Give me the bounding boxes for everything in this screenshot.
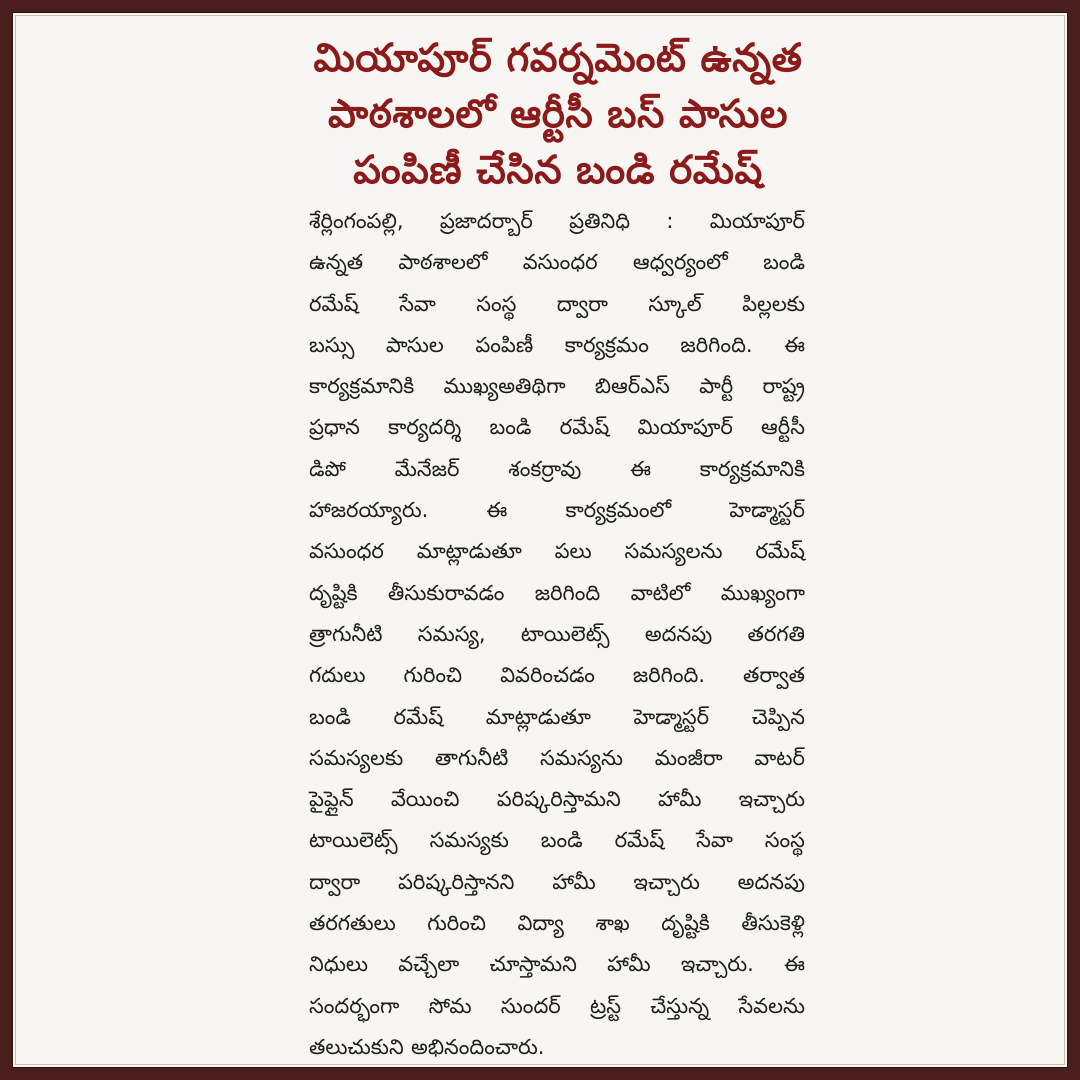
- article-word: ఆధ్వర్యంలో: [632, 250, 728, 275]
- article-word: తరగతి: [747, 621, 805, 646]
- article-word: తరగతులు: [309, 911, 396, 936]
- article-word: ఈ: [630, 456, 651, 481]
- article-word: సోమ: [428, 993, 472, 1018]
- article-word: త్రాగునీటి: [309, 621, 383, 646]
- article-line: [309, 779, 805, 820]
- article-word: మియాపూర్: [709, 209, 805, 233]
- article-line: [309, 573, 805, 614]
- article-word: తాగునీటి: [434, 745, 509, 770]
- article-line: [309, 986, 805, 1027]
- article-word: నిధులు: [309, 952, 368, 977]
- article-word: వాటిలో: [630, 580, 691, 605]
- article-word: ప్రజాదర్బార్: [439, 209, 533, 233]
- article-word: రమేష్: [614, 828, 665, 853]
- article-word: హాజరయ్యారు.: [309, 498, 429, 523]
- article-word: కార్యక్రమానికి: [309, 374, 415, 399]
- article-line: [309, 449, 805, 490]
- article-word: కార్యక్రమం: [564, 332, 649, 357]
- article-line: [309, 944, 805, 985]
- article-word: పలు: [554, 539, 592, 564]
- article-word: ఈ: [784, 952, 805, 977]
- article-word: ప్రతినిధి: [569, 209, 631, 233]
- article-word: ఈ: [486, 498, 508, 523]
- article-body: [309, 201, 805, 1068]
- article-word: వసుంధర: [522, 250, 598, 275]
- article-word: సేవా: [696, 828, 733, 853]
- article-word: ఆర్టీసీ: [761, 415, 805, 440]
- article-word: ఇచ్చారు.: [680, 952, 754, 977]
- article-word: పాఠశాలలో: [398, 250, 488, 275]
- article-word: శేర్లింగంపల్లి,: [309, 209, 404, 233]
- article-word: సమస్యకు: [429, 828, 509, 853]
- article-word: కార్యదర్శి: [388, 415, 462, 440]
- article-word: కార్యక్రమంలో: [565, 498, 672, 523]
- article-word: హెడ్మాస్టర్: [729, 498, 805, 523]
- article-line: [309, 820, 805, 861]
- article-word: వసుంధర: [309, 539, 384, 564]
- article-word: :: [666, 209, 674, 233]
- article-line: [309, 1027, 805, 1068]
- headline-line: పంపిణీ చేసిన బండి రమేష్: [353, 148, 763, 193]
- article-word: సమస్యలను: [624, 539, 723, 564]
- article-word: తర్వాత: [743, 663, 805, 688]
- article-word: సమస్యలకు: [309, 745, 404, 770]
- article-word: రమేష్: [309, 291, 359, 316]
- article-line: [309, 697, 805, 738]
- article-word: టాయిలెట్స్: [309, 828, 398, 853]
- article-word: టాయిలెట్స్: [520, 621, 610, 646]
- article-word: బస్సు: [309, 332, 355, 357]
- article-word: డిపో: [309, 456, 346, 481]
- article-word: పరిష్కరిస్తానని: [397, 869, 515, 894]
- newspaper-clipping: [12, 12, 1068, 1068]
- article-word: సంస్థ: [476, 291, 517, 316]
- article-word: శాఖ: [595, 911, 630, 936]
- article-word: తలుచుకుని: [309, 1034, 404, 1059]
- article-line: [309, 407, 805, 448]
- article-word: మంజీరా: [654, 745, 723, 770]
- article-word: ఈ: [784, 332, 805, 357]
- article-word: విద్యా: [517, 911, 564, 936]
- article-word: బండి: [540, 828, 583, 853]
- article-word: రమేష్: [559, 415, 610, 440]
- article-word: ముఖ్యఅతిథిగా: [443, 374, 566, 399]
- article-word: బండి: [489, 415, 532, 440]
- article-word: సమస్య,: [417, 621, 486, 646]
- article-word: రాష్ట్ర: [762, 374, 805, 399]
- article-word: జరిగింది.: [680, 332, 753, 357]
- article-word: బండి: [309, 704, 351, 729]
- article-word: రమేష్: [755, 539, 805, 564]
- article-word: ఇచ్చారు: [738, 787, 805, 812]
- article-word: దృష్టికి: [309, 580, 358, 605]
- article-word: స్కూల్: [648, 291, 702, 316]
- article-word: సేవా: [399, 291, 436, 316]
- article-word: జరిగింది.: [632, 663, 706, 688]
- article-word: మాట్లాడుతూ: [416, 539, 522, 564]
- article-line: [309, 738, 805, 779]
- article-word: తీసుకురావడం: [387, 580, 505, 605]
- article-word: వేయించి: [390, 787, 460, 812]
- article-word: మియాపూర్: [637, 415, 733, 440]
- article-word: రమేష్: [393, 704, 444, 729]
- article-word: ట్రస్ట్: [589, 993, 621, 1018]
- article-word: పైప్లైన్: [309, 787, 354, 812]
- article-word: హామీ: [657, 787, 702, 812]
- article-word: చేస్తున్న: [650, 993, 710, 1018]
- article-line: [309, 201, 805, 242]
- headline-line: పాఠశాలలో ఆర్టీసీ బస్ పాసుల: [327, 92, 789, 137]
- article-word: హామీ: [552, 869, 596, 894]
- article-word: దృష్టికి: [661, 911, 710, 936]
- article-word: జరిగింది: [534, 580, 601, 605]
- article-word: గురించి: [427, 911, 486, 936]
- article-line: [309, 655, 805, 696]
- article-line: [309, 490, 805, 531]
- article-line: [309, 366, 805, 407]
- article-word: సమస్యను: [539, 745, 624, 770]
- article-word: ద్వారా: [556, 291, 608, 316]
- article-word: అదనపు: [737, 869, 805, 894]
- article-word: గురించి: [403, 663, 463, 688]
- article-word: పాసుల: [385, 332, 444, 357]
- article-word: చూస్తామని: [489, 952, 577, 977]
- article-line: [309, 325, 805, 366]
- article-line: [309, 903, 805, 944]
- article-word: తీసుకెళ్లి: [741, 911, 805, 936]
- article-word: బండి: [763, 250, 805, 275]
- article-word: పంపిణీ: [475, 332, 534, 357]
- article-word: వివరించడం: [500, 663, 595, 688]
- article-word: సంస్థ: [764, 828, 805, 853]
- article-word: కార్యక్రమానికి: [699, 456, 805, 481]
- article-word: ప్రధాన: [309, 415, 360, 440]
- article-word: సేవలను: [738, 993, 805, 1018]
- article-word: అభినందించారు.: [411, 1034, 545, 1059]
- article-word: ఇచ్చారు: [633, 869, 700, 894]
- article-word: సుందర్: [500, 993, 561, 1018]
- article-word: పిల్లలకు: [742, 291, 805, 316]
- article-word: ఉన్నత: [309, 250, 364, 275]
- article-word: గదులు: [309, 663, 366, 688]
- article-word: ద్వారా: [309, 869, 361, 894]
- article-word: మాట్లాడుతూ: [485, 704, 591, 729]
- article-word: శంకర్రావు: [508, 456, 582, 481]
- article-word: అదనపు: [644, 621, 713, 646]
- article-word: వచ్చేలా: [398, 952, 460, 977]
- article-word: పార్టీ: [699, 374, 734, 399]
- article-line: [309, 284, 805, 325]
- article-line: [309, 614, 805, 655]
- article-word: పరిష్కరిస్తామని: [496, 787, 621, 812]
- headline: [303, 31, 813, 199]
- article-line: [309, 242, 805, 283]
- article-word: హెడ్మాస్టర్: [633, 704, 710, 729]
- article-word: ముఖ్యంగా: [720, 580, 805, 605]
- article-word: సందర్భంగా: [309, 993, 400, 1018]
- article-line: [309, 862, 805, 903]
- article-word: మేనేజర్: [394, 456, 460, 481]
- article-word: చెప్పిన: [751, 704, 805, 729]
- headline-line: మియాపూర్ గవర్నమెంట్ ఉన్నత: [313, 36, 803, 81]
- article-word: బిఆర్ఎస్: [594, 374, 670, 399]
- article-word: హామీ: [607, 952, 651, 977]
- article-line: [309, 531, 805, 572]
- article-word: వాటర్: [754, 745, 805, 770]
